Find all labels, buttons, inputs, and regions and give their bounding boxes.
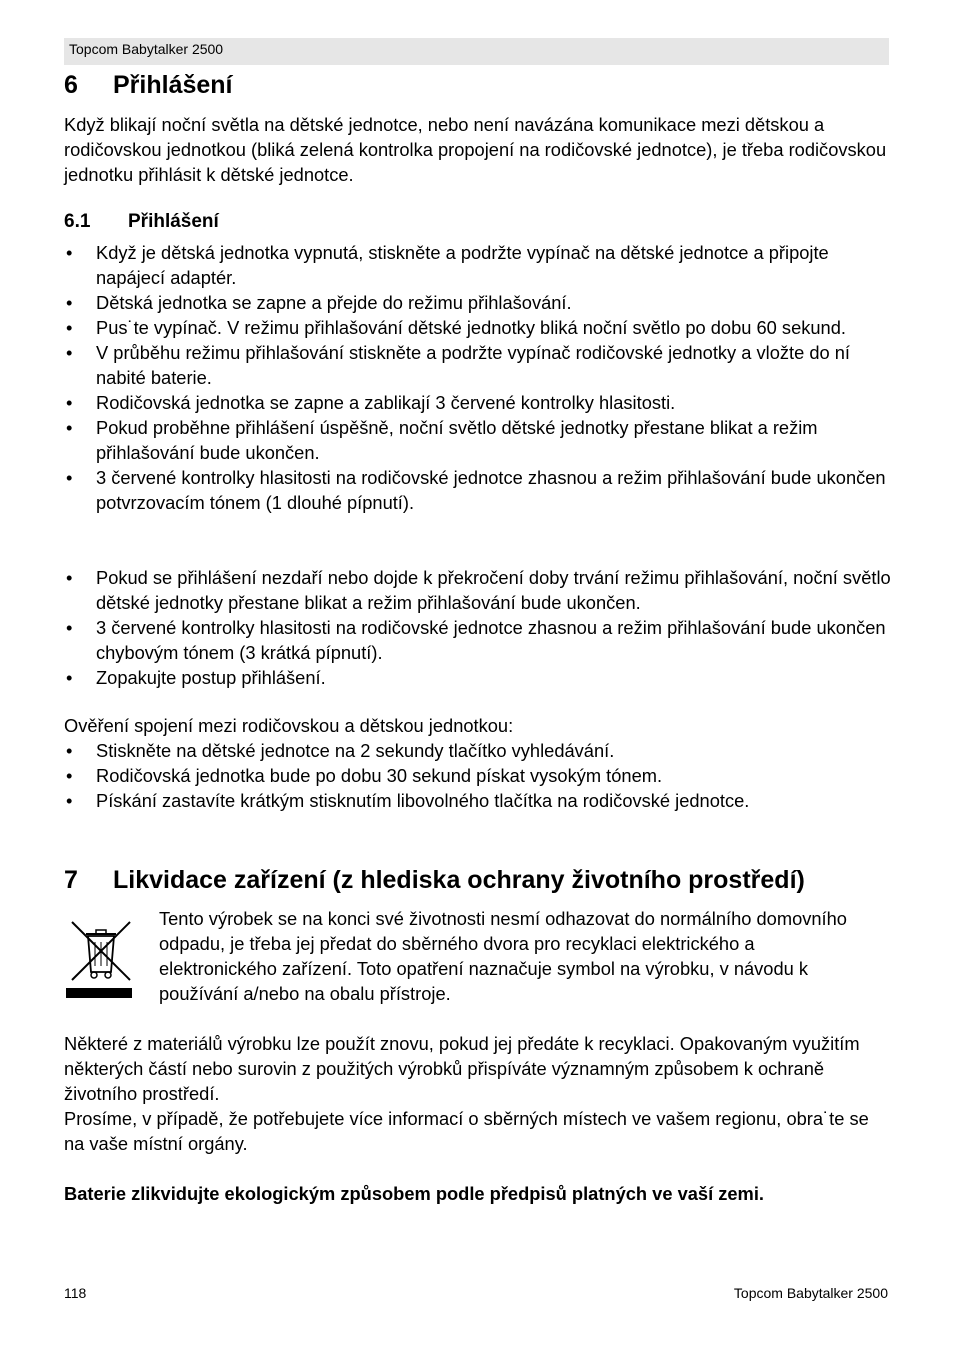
bullet: • — [66, 617, 73, 638]
bullet: • — [66, 417, 73, 438]
list-item: • Pus˙te vypínač. V režimu přihlašování dětské jednotky bliká noční světlo po dobu 60 sekund. — [66, 317, 846, 338]
local-authority-paragraph: Prosíme, v případě, že potřebujete více informací o sběrných místech ve vašem regionu, obra˙te se na vaše místní orgány. — [64, 1108, 869, 1154]
list-item: • Pokud se přihlášení nezdaří nebo dojde k překročení doby trvání režimu přihlašování, noční světlo dětské jednotky přestane blikat a režim přihlašování bude ukončen. — [66, 567, 891, 613]
bullet: • — [66, 790, 73, 811]
registration-steps-list — [64, 240, 894, 515]
bullet: • — [66, 392, 73, 413]
list-item: • Dětská jednotka se zapne a přejde do režimu přihlašování. — [66, 292, 572, 313]
section-6-number: 6 — [64, 71, 78, 99]
list-item: • Pokud proběhne přihlášení úspěšně, noční světlo dětské jednotky přestane blikat a režim přihlašování bude ukončen. — [66, 417, 818, 463]
footer-product-name: Topcom Babytalker 2500 — [733, 1285, 888, 1301]
bullet: • — [66, 242, 73, 263]
bullet: • — [66, 342, 73, 363]
bullet: • — [66, 667, 73, 688]
bullet: • — [66, 467, 73, 488]
list-item: • Zopakujte postup přihlášení. — [66, 667, 326, 688]
bullet: • — [66, 567, 73, 588]
list-item: • Rodičovská jednotka bude po dobu 30 sekund pískat vysokým tónem. — [66, 765, 663, 786]
recycling-paragraph: Některé z materiálů výrobku lze použít znovu, pokud jej předáte k recyklaci. Opakovaným využitím některých částí nebo surovin z použitých výrobků přispíváte významným způsobem k ochraně životního prostředí. — [64, 1033, 860, 1104]
page-number: 118 — [64, 1285, 87, 1301]
section-6-heading — [64, 70, 233, 100]
bullet: • — [66, 740, 73, 761]
bullet: • — [66, 317, 73, 338]
section-7-number: 7 — [64, 866, 78, 894]
weee-disposal-text: Tento výrobek se na konci své životnosti nesmí odhazovat do normálního domovního odpadu, je třeba jej předat do sběrného dvora pro recyklaci elektrického a elektronického zařízení. Toto opatření naznačuje symbol na výrobku, v návodu k používání a/nebo na obalu přístroje. — [159, 908, 847, 1004]
verify-steps-list — [64, 738, 894, 813]
section-7-heading — [64, 865, 805, 895]
registration-failure-list — [64, 565, 894, 690]
section-6-intro: Když blikají noční světla na dětské jednotce, nebo není navázána komunikace mezi dětskou a rodičovskou jednotkou (bliká zelená kontrolka propojení na rodičovské jednotce), je třeba rodičovskou jednotku přihlásit k dětské jednotce. — [64, 114, 887, 185]
verify-intro: Ověření spojení mezi rodičovskou a dětskou jednotkou: — [64, 715, 514, 736]
list-item: • Stiskněte na dětské jednotce na 2 sekundy tlačítko vyhledávání. — [66, 740, 615, 761]
header-title: Topcom Babytalker 2500 — [69, 41, 224, 57]
section-7-title: Likvidace zařízení (z hlediska ochrany životního prostředí) — [113, 866, 805, 894]
section-6-1-number: 6.1 — [64, 211, 91, 232]
bullet: • — [66, 765, 73, 786]
section-6-title: Přihlášení — [113, 71, 233, 99]
section-6-1-title: Přihlášení — [128, 211, 219, 232]
section-6-1-heading — [64, 210, 219, 234]
battery-disposal-note: Baterie zlikvidujte ekologickým způsobem podle předpisů platných ve vaší zemi. — [64, 1183, 764, 1204]
crossed-out-wheelie-bin-icon — [66, 914, 136, 1000]
list-item: • 3 červené kontrolky hlasitosti na rodičovské jednotce zhasnou a režim přihlašování bude ukončen chybovým tónem (3 krátká pípnutí). — [66, 617, 886, 663]
list-item: • 3 červené kontrolky hlasitosti na rodičovské jednotce zhasnou a režim přihlašování bude ukončen potvrzovacím tónem (1 dlouhé pípnutí). — [66, 467, 886, 513]
list-item: • Rodičovská jednotka se zapne a zablikají 3 červené kontrolky hlasitosti. — [66, 392, 676, 413]
list-item: • Když je dětská jednotka vypnutá, stiskněte a podržte vypínač na dětské jednotce a připojte napájecí adaptér. — [66, 242, 829, 288]
bullet: • — [66, 292, 73, 313]
list-item: • V průběhu režimu přihlašování stiskněte a podržte vypínač rodičovské jednotky a vložte do ní nabité baterie. — [66, 342, 851, 388]
running-header — [64, 38, 889, 65]
list-item: • Pískání zastavíte krátkým stisknutím libovolného tlačítka na rodičovské jednotce. — [66, 790, 750, 811]
